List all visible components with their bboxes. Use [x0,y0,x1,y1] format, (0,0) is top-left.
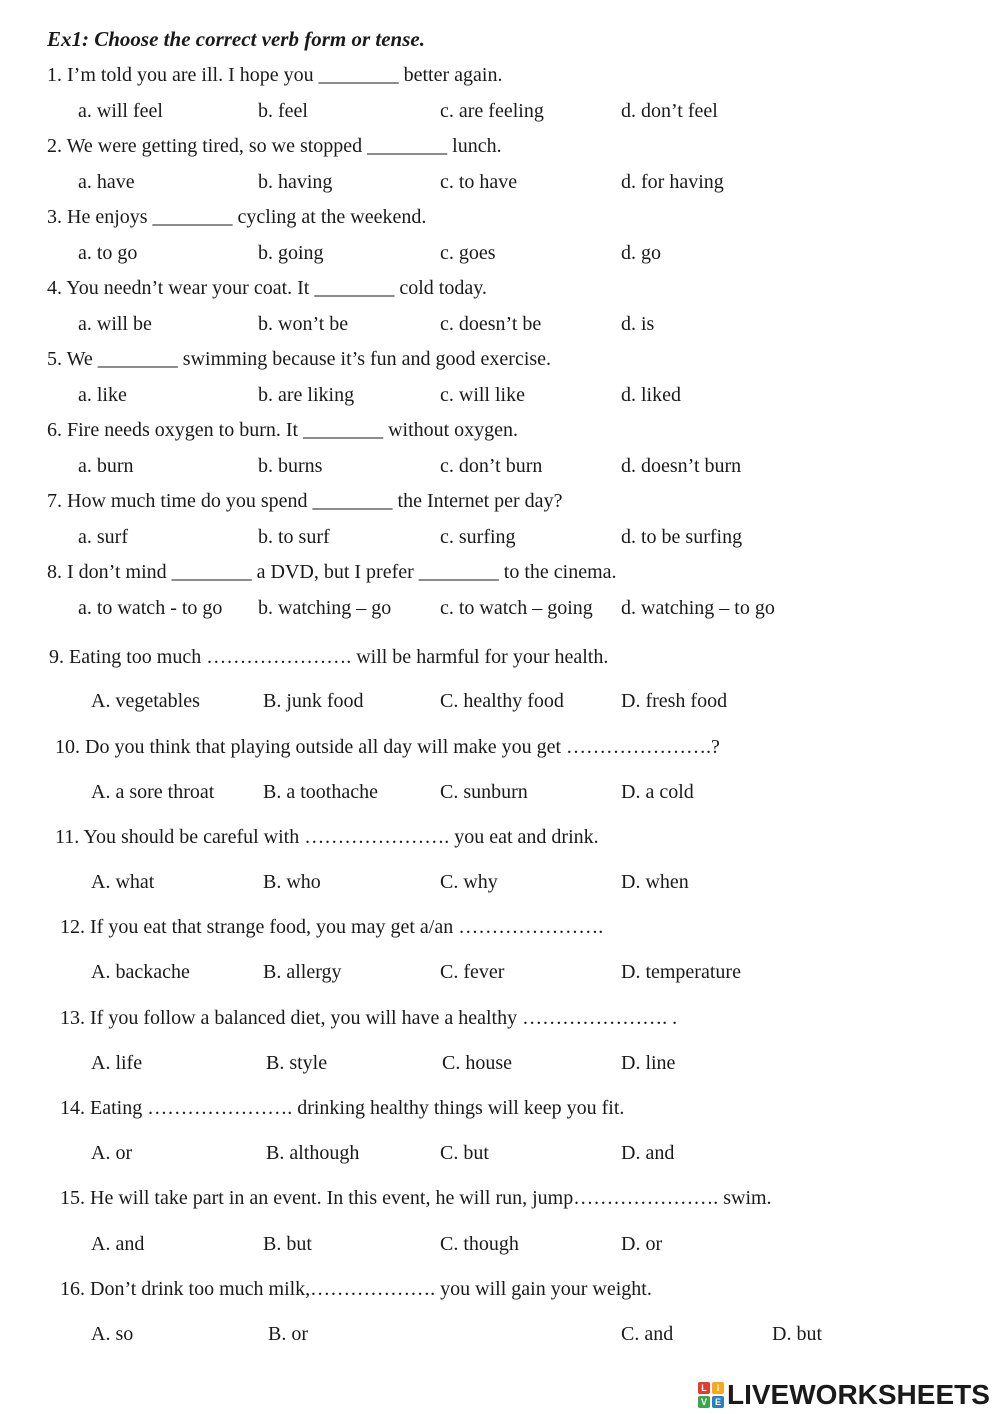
answer-option[interactable]: D. and [621,1142,675,1164]
answer-option[interactable]: C. why [440,871,498,893]
question-stem: 16. Don’t drink too much milk,………………. you will gain your weight. [60,1278,652,1300]
answer-option[interactable]: C. sunburn [440,781,528,803]
exercise-title: Ex1: Choose the correct verb form or tense. [47,27,425,51]
answer-option[interactable]: d. to be surfing [621,526,743,548]
answer-option[interactable]: A. backache [91,961,190,983]
answer-option[interactable]: B. a toothache [263,781,378,803]
question-stem: 13. If you follow a balanced diet, you will have a healthy …………………. . [60,1007,678,1029]
answer-option[interactable]: d. watching – to go [621,597,775,619]
answer-option[interactable]: a. like [78,384,127,406]
answer-option[interactable]: b. are liking [258,384,355,406]
answer-option[interactable]: D. but [772,1323,822,1345]
answer-option[interactable]: a. will be [78,313,152,335]
question-stem: 9. Eating too much …………………. will be harmful for your health. [49,646,609,668]
answer-option[interactable]: B. although [266,1142,360,1164]
answer-option[interactable]: a. surf [78,526,128,548]
answer-option[interactable]: d. don’t feel [621,100,718,122]
answer-option[interactable]: D. when [621,871,689,893]
answer-option[interactable]: c. doesn’t be [440,313,542,335]
answer-option[interactable]: A. what [91,871,155,893]
question-stem: 14. Eating …………………. drinking healthy things will keep you fit. [60,1097,625,1119]
answer-option[interactable]: d. doesn’t burn [621,455,742,477]
answer-option[interactable]: c. to have [440,171,518,193]
answer-option[interactable]: A. vegetables [91,690,200,712]
answer-option[interactable]: C. but [440,1142,489,1164]
answer-option[interactable]: c. surfing [440,526,516,548]
answer-option[interactable]: c. to watch – going [440,597,593,619]
answer-option[interactable]: B. who [263,871,321,893]
answer-option[interactable]: d. liked [621,384,681,406]
answer-option[interactable]: c. don’t burn [440,455,543,477]
question-stem: 3. He enjoys ________ cycling at the weekend. [47,206,427,228]
answer-option[interactable]: a. have [78,171,135,193]
answer-option[interactable]: b. to surf [258,526,330,548]
answer-option[interactable]: B. style [266,1052,328,1074]
question-stem: 10. Do you think that playing outside all day will make you get ………………….? [55,736,720,758]
answer-option[interactable]: a. to go [78,242,138,264]
answer-option[interactable]: c. will like [440,384,525,406]
question-stem: 6. Fire needs oxygen to burn. It ________ without oxygen. [47,419,519,441]
answer-option[interactable]: b. feel [258,100,308,122]
answer-option[interactable]: a. will feel [78,100,163,122]
answer-option[interactable]: D. or [621,1233,663,1255]
answer-option[interactable]: a. to watch - to go [78,597,223,619]
answer-option[interactable]: d. is [621,313,655,335]
answer-option[interactable]: C. though [440,1233,519,1255]
logo-mark-icon: L I V E [698,1382,724,1408]
answer-option[interactable]: A. a sore throat [91,781,215,803]
question-stem: 5. We ________ swimming because it’s fun and good exercise. [47,348,552,370]
question-stem: 4. You needn’t wear your coat. It ________ cold today. [47,277,487,299]
answer-option[interactable]: C. healthy food [440,690,564,712]
answer-option[interactable]: C. and [621,1323,674,1345]
answer-option[interactable]: A. and [91,1233,145,1255]
question-stem: 15. He will take part in an event. In this event, he will run, jump…………………. swim. [60,1187,772,1209]
answer-option[interactable]: C. fever [440,961,505,983]
question-stem: 1. I’m told you are ill. I hope you ________ better again. [47,64,503,86]
answer-option[interactable]: b. won’t be [258,313,349,335]
answer-option[interactable]: b. having [258,171,333,193]
answer-option[interactable]: B. allergy [263,961,342,983]
answer-option[interactable]: A. or [91,1142,133,1164]
answer-option[interactable]: b. burns [258,455,323,477]
answer-option[interactable]: D. fresh food [621,690,728,712]
liveworksheets-logo [698,1380,990,1410]
answer-option[interactable]: A. so [91,1323,134,1345]
answer-option[interactable]: c. goes [440,242,496,264]
answer-option[interactable]: d. for having [621,171,724,193]
answer-option[interactable]: C. house [442,1052,512,1074]
logo-text: LIVEWORKSHEETS [727,1379,990,1410]
question-stem: 2. We were getting tired, so we stopped ________ lunch. [47,135,502,157]
answer-option[interactable]: B. but [263,1233,312,1255]
answer-option[interactable]: A. life [91,1052,143,1074]
answer-option[interactable]: d. go [621,242,661,264]
answer-option[interactable]: D. temperature [621,961,741,983]
answer-option[interactable]: b. going [258,242,324,264]
answer-option[interactable]: c. are feeling [440,100,544,122]
answer-option[interactable]: D. a cold [621,781,694,803]
question-stem: 12. If you eat that strange food, you may get a/an …………………. [60,916,604,938]
answer-option[interactable]: B. junk food [263,690,364,712]
question-stem: 8. I don’t mind ________ a DVD, but I prefer ________ to the cinema. [47,561,617,583]
question-stem: 11. You should be careful with …………………. you eat and drink. [55,826,599,848]
answer-option[interactable]: D. line [621,1052,676,1074]
answer-option[interactable]: b. watching – go [258,597,392,619]
answer-option[interactable]: a. burn [78,455,134,477]
answer-option[interactable]: B. or [268,1323,308,1345]
question-stem: 7. How much time do you spend ________ the Internet per day? [47,490,563,512]
